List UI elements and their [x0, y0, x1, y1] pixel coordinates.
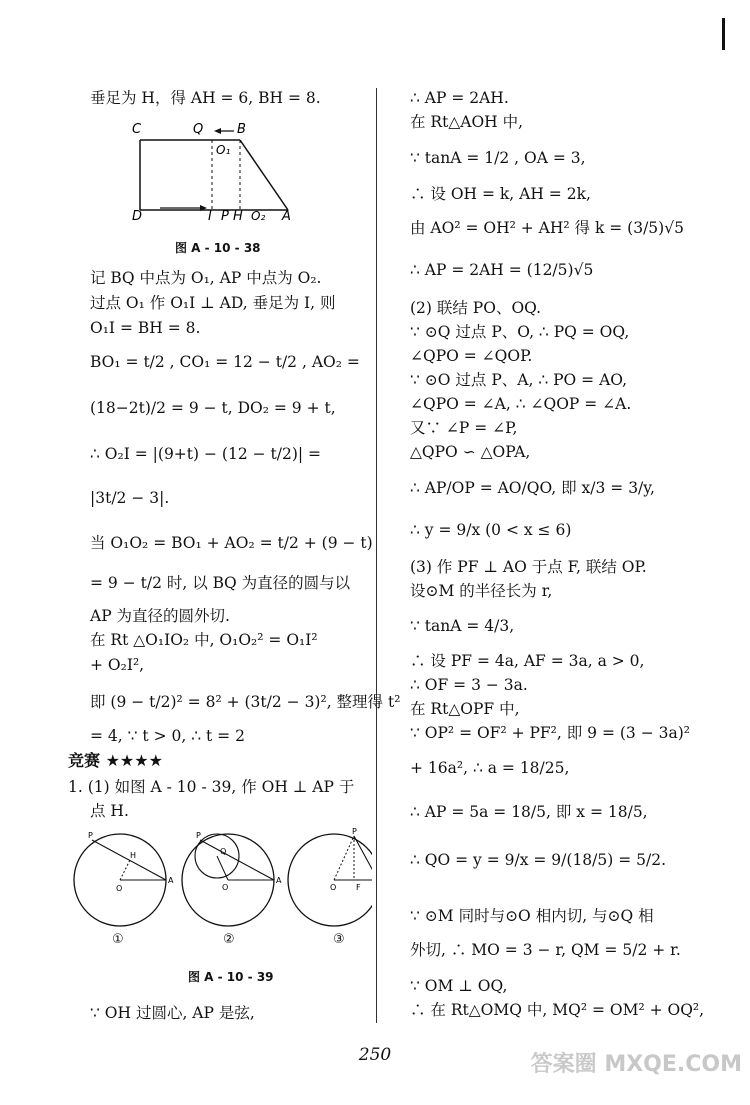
text-line: ∴ AP = 2AH.	[410, 89, 509, 107]
text-line: ∴ O₂I = |(9+t) − (12 − t/2)| =	[90, 445, 322, 463]
svg-text:P: P	[88, 831, 93, 840]
label-O2: O₂	[251, 209, 266, 223]
text-line: 设⊙M 的半径长为 r,	[410, 582, 553, 600]
label-H: H	[233, 209, 243, 223]
text-line: 点 H.	[90, 802, 129, 820]
text-line: ∴ QO = y = 9/x = 9/(18/5) = 5/2.	[410, 851, 667, 869]
svg-text:O: O	[330, 883, 337, 892]
margin-bar	[722, 18, 725, 50]
column-divider	[376, 88, 377, 1023]
svg-text:O: O	[222, 883, 229, 892]
text-line: ∴ y = 9/x (0 < x ≤ 6)	[410, 521, 572, 539]
text-line: 垂足为 H，得 AH = 6, BH = 8.	[90, 89, 321, 107]
text-line: ∴ AP/OP = AO/QO, 即 x/3 = 3/y,	[410, 479, 655, 497]
text-line: 外切, ∴ MO = 3 − r, QM = 5/2 + r.	[410, 941, 681, 959]
text-line: AP 为直径的圆外切.	[90, 607, 230, 625]
figure-number-1: ①	[112, 932, 124, 947]
text-line: 在 Rt△OPF 中,	[410, 700, 520, 718]
svg-text:H: H	[130, 851, 137, 860]
label-O1: O₁	[216, 143, 231, 157]
text-line: 当 O₁O₂ = BO₁ + AO₂ = t/2 + (9 − t)	[90, 534, 373, 552]
svg-text:F: F	[356, 883, 361, 892]
figure-a-10-39	[72, 826, 372, 936]
text-line: 在 Rt△AOH 中,	[410, 113, 524, 131]
text-line: = 4, ∵ t > 0, ∴ t = 2	[90, 727, 245, 745]
text-line: 又∵ ∠P = ∠P,	[410, 419, 518, 437]
text-line: ∴ 在 Rt△OMQ 中, MQ² = OM² + OQ²,	[410, 1001, 705, 1019]
text-line: ∵ OP² = OF² + PF², 即 9 = (3 − 3a)²	[410, 724, 690, 742]
text-line: (2) 联结 PO、OQ.	[410, 299, 542, 317]
svg-text:P: P	[196, 831, 201, 840]
text-line: ∵ ⊙O 过点 P、A, ∴ PO = AO,	[410, 371, 628, 389]
svg-text:A: A	[168, 876, 174, 885]
text-line: ∴ 设 PF = 4a, AF = 3a, a > 0,	[410, 652, 645, 670]
text-line: (18−2t)/2 = 9 − t, DO₂ = 9 + t,	[90, 399, 336, 417]
label-P: P	[221, 209, 229, 223]
label-D: D	[132, 209, 143, 223]
text-line: 过点 O₁ 作 O₁I ⊥ AD, 垂足为 I, 则	[90, 294, 336, 312]
text-line: 即 (9 − t/2)² = 8² + (3t/2 − 3)², 整理得 t²	[90, 693, 401, 711]
figure-number-3: ③	[333, 932, 345, 947]
text-line: ∴ AP = 5a = 18/5, 即 x = 18/5,	[410, 803, 648, 821]
text-line: ∵ tanA = 4/3,	[410, 617, 515, 635]
label-I: I	[208, 209, 212, 223]
svg-text:Q: Q	[220, 847, 227, 856]
text-line: 由 AO² = OH² + AH² 得 k = (3/5)√5	[410, 219, 684, 237]
text-line: |3t/2 − 3|.	[90, 489, 170, 507]
section-heading: 竞赛 ★★★★	[68, 751, 163, 770]
text-line: ∵ tanA = 1/2 , OA = 3,	[410, 149, 586, 167]
page-number: 250	[358, 1045, 392, 1065]
text-line: ∴ AP = 2AH = (12/5)√5	[410, 261, 594, 279]
text-line: (3) 作 PF ⊥ AO 于点 F, 联结 OP.	[410, 558, 647, 576]
figure-a-10-38	[130, 118, 305, 223]
text-line: ∵ OH 过圆心, AP 是弦,	[90, 1004, 255, 1022]
svg-text:A: A	[276, 876, 282, 885]
text-line: ∠QPO = ∠QOP.	[410, 347, 533, 365]
label-C: C	[132, 122, 142, 137]
label-A: A	[282, 209, 291, 223]
text-line: ∵ OM ⊥ OQ,	[410, 977, 508, 995]
text-line: BO₁ = t/2 , CO₁ = 12 − t/2 , AO₂ =	[90, 353, 360, 371]
text-line: ∵ ⊙M 同时与⊙O 相内切, 与⊙Q 相	[410, 907, 654, 925]
text-line: ∴ OF = 3 − 3a.	[410, 676, 528, 694]
figure-caption: 图 A - 10 - 38	[175, 241, 261, 255]
text-line: + 16a², ∴ a = 18/25,	[410, 759, 570, 777]
svg-text:O: O	[116, 884, 123, 893]
text-line: ∵ ⊙Q 过点 P、O, ∴ PQ = OQ,	[410, 323, 630, 341]
figure-caption: 图 A - 10 - 39	[188, 970, 274, 984]
figure-number-2: ②	[223, 932, 235, 947]
label-Q: Q	[193, 122, 204, 137]
text-line: + O₂I²,	[90, 656, 145, 674]
text-line: △QPO ∽ △OPA,	[410, 443, 531, 461]
text-line: = 9 − t/2 时, 以 BQ 为直径的圆与以	[90, 574, 351, 592]
watermark-logo: 答案圈 MXQE.COM	[530, 1052, 742, 1077]
text-line: ∴ 设 OH = k, AH = 2k,	[410, 185, 591, 203]
text-line: O₁I = BH = 8.	[90, 319, 201, 337]
text-line: ∠QPO = ∠A, ∴ ∠QOP = ∠A.	[410, 395, 632, 413]
text-line: 1. (1) 如图 A - 10 - 39, 作 OH ⊥ AP 于	[68, 778, 355, 796]
text-line: 在 Rt △O₁IO₂ 中, O₁O₂² = O₁I²	[90, 631, 318, 649]
svg-text:P: P	[352, 827, 357, 836]
text-line: 记 BQ 中点为 O₁, AP 中点为 O₂.	[90, 269, 322, 287]
label-B: B	[237, 122, 246, 137]
